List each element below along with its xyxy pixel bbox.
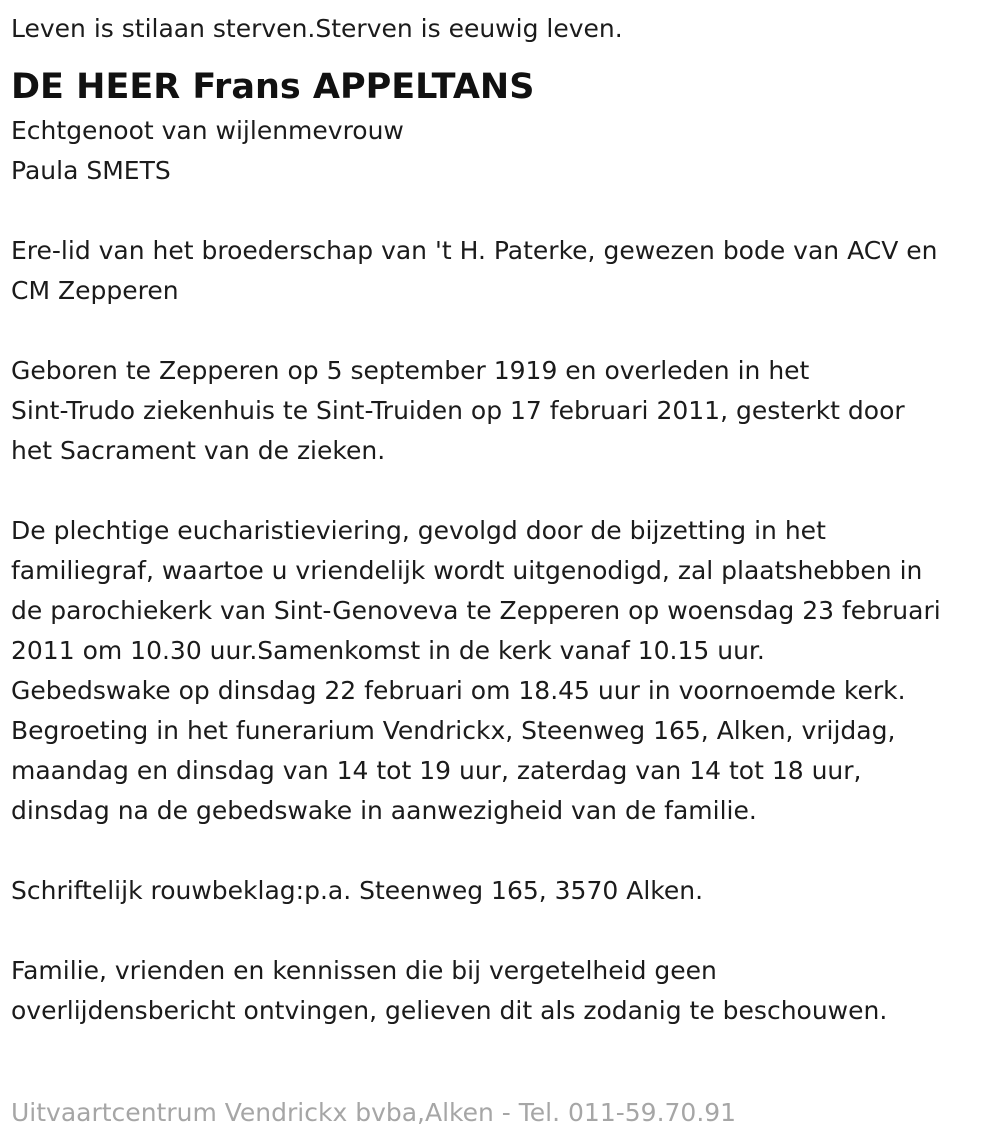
ceremony-line: maandag en dinsdag van 14 tot 19 uur, zaterdag van 14 tot 18 uur, <box>11 756 862 785</box>
ceremony-line: dinsdag na de gebedswake in aanwezigheid van de familie. <box>11 796 757 825</box>
spacer <box>11 191 1000 231</box>
spacer <box>11 831 1000 871</box>
birth-death-line: Sint-Trudo ziekenhuis te Sint-Truiden op 17 februari 2011, gesterkt door <box>11 396 905 425</box>
birth-death-line: Geboren te Zepperen op 5 september 1919 en overleden in het <box>11 356 810 385</box>
birth-death-line: het Sacrament van de zieken. <box>11 436 386 465</box>
ceremony-line: familiegraf, waartoe u vriendelijk wordt uitgenodigd, zal plaatshebben in <box>11 556 923 585</box>
spouse-line-1: Echtgenoot van wijlenmevrouw <box>11 116 404 145</box>
membership-line: CM Zepperen <box>11 276 179 305</box>
deceased-name: DE HEER Frans APPELTANS <box>11 67 535 107</box>
spacer <box>11 471 1000 511</box>
funeral-home-footer: Uitvaartcentrum Vendrickx bvba,Alken - Tel. 011-59.70.91 <box>11 1098 737 1127</box>
ceremony-line: Gebedswake op dinsdag 22 februari om 18.45 uur in voornoemde kerk. <box>11 676 906 705</box>
ceremony-line: Begroeting in het funerarium Vendrickx, Steenweg 165, Alken, vrijdag, <box>11 716 896 745</box>
spacer <box>11 311 1000 351</box>
ceremony-line: de parochiekerk van Sint-Genoveva te Zepperen op woensdag 23 februari <box>11 596 941 625</box>
ceremony-line: 2011 om 10.30 uur.Samenkomst in de kerk vanaf 10.15 uur. <box>11 636 765 665</box>
condolences-address: Schriftelijk rouwbeklag:p.a. Steenweg 165, 3570 Alken. <box>11 876 704 905</box>
notice-line: Familie, vrienden en kennissen die bij vergetelheid geen <box>11 956 717 985</box>
membership-line: Ere-lid van het broederschap van 't H. Paterke, gewezen bode van ACV en <box>11 236 938 265</box>
motto: Leven is stilaan sterven.Sterven is eeuwig leven. <box>11 14 623 43</box>
spouse-line-2: Paula SMETS <box>11 156 171 185</box>
spacer <box>11 911 1000 951</box>
notice-line: overlijdensbericht ontvingen, gelieven dit als zodanig te beschouwen. <box>11 996 888 1025</box>
ceremony-line: De plechtige eucharistieviering, gevolgd door de bijzetting in het <box>11 516 826 545</box>
